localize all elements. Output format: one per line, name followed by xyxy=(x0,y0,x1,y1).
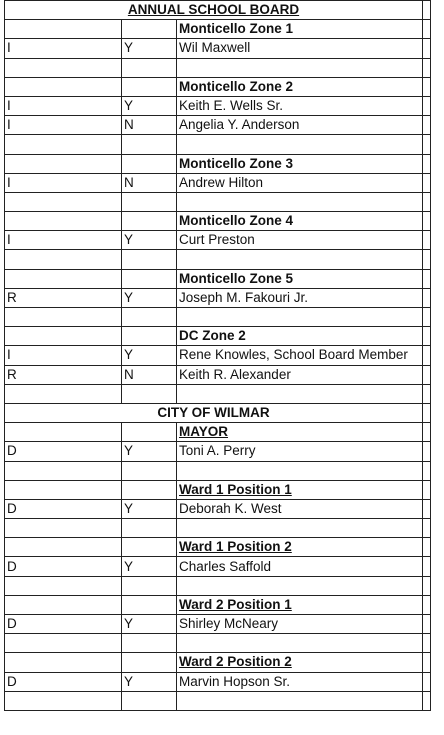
incumbent-cell: Y xyxy=(122,346,177,365)
party-cell xyxy=(5,308,122,327)
edge-cell xyxy=(423,116,431,135)
party-cell xyxy=(5,691,122,710)
race-title: Monticello Zone 2 xyxy=(177,77,423,96)
section-row xyxy=(5,403,431,422)
party-cell xyxy=(5,576,122,595)
edge-cell xyxy=(423,691,431,710)
incumbent-cell xyxy=(122,691,177,710)
party-cell: D xyxy=(5,557,122,576)
incumbent-cell xyxy=(122,308,177,327)
race-title: Monticello Zone 5 xyxy=(177,269,423,288)
race-title: Monticello Zone 3 xyxy=(177,154,423,173)
party-cell xyxy=(5,519,122,538)
edge-cell xyxy=(423,231,431,250)
candidate-name: Shirley McNeary xyxy=(177,615,423,634)
party-cell: D xyxy=(5,672,122,691)
party-cell: D xyxy=(5,442,122,461)
candidate-name: Andrew Hilton xyxy=(177,173,423,192)
name-cell xyxy=(177,308,423,327)
candidate-row xyxy=(5,116,431,135)
name-cell xyxy=(177,576,423,595)
candidate-row xyxy=(5,499,431,518)
party-cell: I xyxy=(5,116,122,135)
edge-cell xyxy=(423,154,431,173)
name-cell xyxy=(177,519,423,538)
incumbent-cell xyxy=(122,327,177,346)
blank-row xyxy=(5,135,431,154)
race-title: MAYOR xyxy=(177,423,423,442)
candidate-row xyxy=(5,672,431,691)
party-cell xyxy=(5,58,122,77)
edge-cell xyxy=(423,308,431,327)
name-cell xyxy=(177,461,423,480)
incumbent-cell xyxy=(122,20,177,39)
race-title: Ward 1 Position 2 xyxy=(177,538,423,557)
incumbent-cell xyxy=(122,634,177,653)
party-cell xyxy=(5,250,122,269)
edge-cell xyxy=(423,346,431,365)
incumbent-cell: Y xyxy=(122,499,177,518)
race-title: Ward 2 Position 1 xyxy=(177,595,423,614)
party-cell xyxy=(5,192,122,211)
race-title: Monticello Zone 4 xyxy=(177,212,423,231)
edge-cell xyxy=(423,96,431,115)
candidate-name: Deborah K. West xyxy=(177,499,423,518)
incumbent-cell xyxy=(122,519,177,538)
name-cell xyxy=(177,250,423,269)
candidate-row xyxy=(5,96,431,115)
edge-cell xyxy=(423,250,431,269)
candidate-row xyxy=(5,288,431,307)
party-cell: I xyxy=(5,39,122,58)
blank-row xyxy=(5,250,431,269)
race-header-row xyxy=(5,653,431,672)
incumbent-cell xyxy=(122,212,177,231)
race-header-row xyxy=(5,538,431,557)
candidate-name: Curt Preston xyxy=(177,231,423,250)
race-header-row xyxy=(5,212,431,231)
name-cell xyxy=(177,384,423,403)
name-cell xyxy=(177,192,423,211)
name-cell xyxy=(177,135,423,154)
race-header-row xyxy=(5,327,431,346)
ballot-candidate-table xyxy=(4,0,431,711)
candidate-row xyxy=(5,231,431,250)
party-cell: R xyxy=(5,288,122,307)
incumbent-cell xyxy=(122,77,177,96)
candidate-name: Charles Saffold xyxy=(177,557,423,576)
race-header-row xyxy=(5,480,431,499)
party-cell xyxy=(5,634,122,653)
party-cell: I xyxy=(5,96,122,115)
blank-row xyxy=(5,58,431,77)
incumbent-cell xyxy=(122,154,177,173)
blank-row xyxy=(5,519,431,538)
edge-cell xyxy=(423,77,431,96)
incumbent-cell xyxy=(122,269,177,288)
edge-cell xyxy=(423,173,431,192)
candidate-name: Rene Knowles, School Board Member xyxy=(177,346,423,365)
incumbent-cell: N xyxy=(122,116,177,135)
blank-row xyxy=(5,192,431,211)
incumbent-cell xyxy=(122,384,177,403)
candidate-row xyxy=(5,557,431,576)
candidate-row xyxy=(5,365,431,384)
candidate-name: Angelia Y. Anderson xyxy=(177,116,423,135)
party-cell xyxy=(5,461,122,480)
edge-cell xyxy=(423,192,431,211)
edge-cell xyxy=(423,538,431,557)
edge-cell xyxy=(423,39,431,58)
edge-cell xyxy=(423,576,431,595)
candidate-name: Keith R. Alexander xyxy=(177,365,423,384)
party-cell: D xyxy=(5,499,122,518)
edge-cell xyxy=(423,288,431,307)
edge-cell xyxy=(423,403,431,422)
party-cell xyxy=(5,212,122,231)
candidate-row xyxy=(5,442,431,461)
incumbent-cell xyxy=(122,135,177,154)
incumbent-cell: Y xyxy=(122,672,177,691)
incumbent-cell xyxy=(122,192,177,211)
edge-cell xyxy=(423,480,431,499)
race-header-row xyxy=(5,20,431,39)
party-cell xyxy=(5,384,122,403)
party-cell xyxy=(5,154,122,173)
race-header-row xyxy=(5,77,431,96)
party-cell xyxy=(5,480,122,499)
incumbent-cell: N xyxy=(122,365,177,384)
candidate-row xyxy=(5,346,431,365)
party-cell xyxy=(5,135,122,154)
edge-cell xyxy=(423,327,431,346)
race-header-row xyxy=(5,154,431,173)
race-title: DC Zone 2 xyxy=(177,327,423,346)
party-cell xyxy=(5,595,122,614)
edge-cell xyxy=(423,365,431,384)
party-cell: D xyxy=(5,615,122,634)
edge-cell xyxy=(423,519,431,538)
name-cell xyxy=(177,691,423,710)
blank-row xyxy=(5,461,431,480)
incumbent-cell: Y xyxy=(122,231,177,250)
edge-cell xyxy=(423,615,431,634)
race-header-row xyxy=(5,269,431,288)
edge-cell xyxy=(423,634,431,653)
incumbent-cell: Y xyxy=(122,442,177,461)
incumbent-cell: Y xyxy=(122,615,177,634)
party-cell xyxy=(5,20,122,39)
edge-cell xyxy=(423,58,431,77)
edge-cell xyxy=(423,384,431,403)
candidate-row xyxy=(5,173,431,192)
blank-row xyxy=(5,308,431,327)
candidate-name: Toni A. Perry xyxy=(177,442,423,461)
party-cell: I xyxy=(5,231,122,250)
blank-row xyxy=(5,384,431,403)
party-cell xyxy=(5,423,122,442)
edge-cell xyxy=(423,135,431,154)
candidate-name: Marvin Hopson Sr. xyxy=(177,672,423,691)
incumbent-cell: Y xyxy=(122,288,177,307)
section-title: CITY OF WILMAR xyxy=(5,403,423,422)
party-cell xyxy=(5,269,122,288)
name-cell xyxy=(177,634,423,653)
incumbent-cell: Y xyxy=(122,557,177,576)
party-cell xyxy=(5,538,122,557)
race-title: Ward 1 Position 1 xyxy=(177,480,423,499)
incumbent-cell xyxy=(122,461,177,480)
incumbent-cell xyxy=(122,423,177,442)
candidate-name: Wil Maxwell xyxy=(177,39,423,58)
party-cell: I xyxy=(5,346,122,365)
incumbent-cell xyxy=(122,595,177,614)
party-cell xyxy=(5,77,122,96)
incumbent-cell xyxy=(122,480,177,499)
race-title: Monticello Zone 1 xyxy=(177,20,423,39)
race-header-row xyxy=(5,595,431,614)
section-title: ANNUAL SCHOOL BOARD xyxy=(5,1,423,20)
edge-cell xyxy=(423,442,431,461)
edge-cell xyxy=(423,653,431,672)
name-cell xyxy=(177,58,423,77)
edge-cell xyxy=(423,1,431,20)
party-cell: I xyxy=(5,173,122,192)
edge-cell xyxy=(423,499,431,518)
incumbent-cell: Y xyxy=(122,96,177,115)
edge-cell xyxy=(423,461,431,480)
table-body xyxy=(5,1,431,711)
incumbent-cell xyxy=(122,538,177,557)
candidate-row xyxy=(5,615,431,634)
candidate-name: Keith E. Wells Sr. xyxy=(177,96,423,115)
edge-cell xyxy=(423,212,431,231)
incumbent-cell xyxy=(122,653,177,672)
race-title: Ward 2 Position 2 xyxy=(177,653,423,672)
party-cell xyxy=(5,653,122,672)
party-cell: R xyxy=(5,365,122,384)
party-cell xyxy=(5,327,122,346)
incumbent-cell: Y xyxy=(122,39,177,58)
edge-cell xyxy=(423,672,431,691)
incumbent-cell xyxy=(122,58,177,77)
blank-row xyxy=(5,691,431,710)
edge-cell xyxy=(423,20,431,39)
incumbent-cell: N xyxy=(122,173,177,192)
edge-cell xyxy=(423,269,431,288)
edge-cell xyxy=(423,557,431,576)
edge-cell xyxy=(423,423,431,442)
incumbent-cell xyxy=(122,250,177,269)
blank-row xyxy=(5,576,431,595)
race-header-row xyxy=(5,423,431,442)
candidate-row xyxy=(5,39,431,58)
section-row xyxy=(5,1,431,20)
edge-cell xyxy=(423,595,431,614)
incumbent-cell xyxy=(122,576,177,595)
candidate-name: Joseph M. Fakouri Jr. xyxy=(177,288,423,307)
blank-row xyxy=(5,634,431,653)
